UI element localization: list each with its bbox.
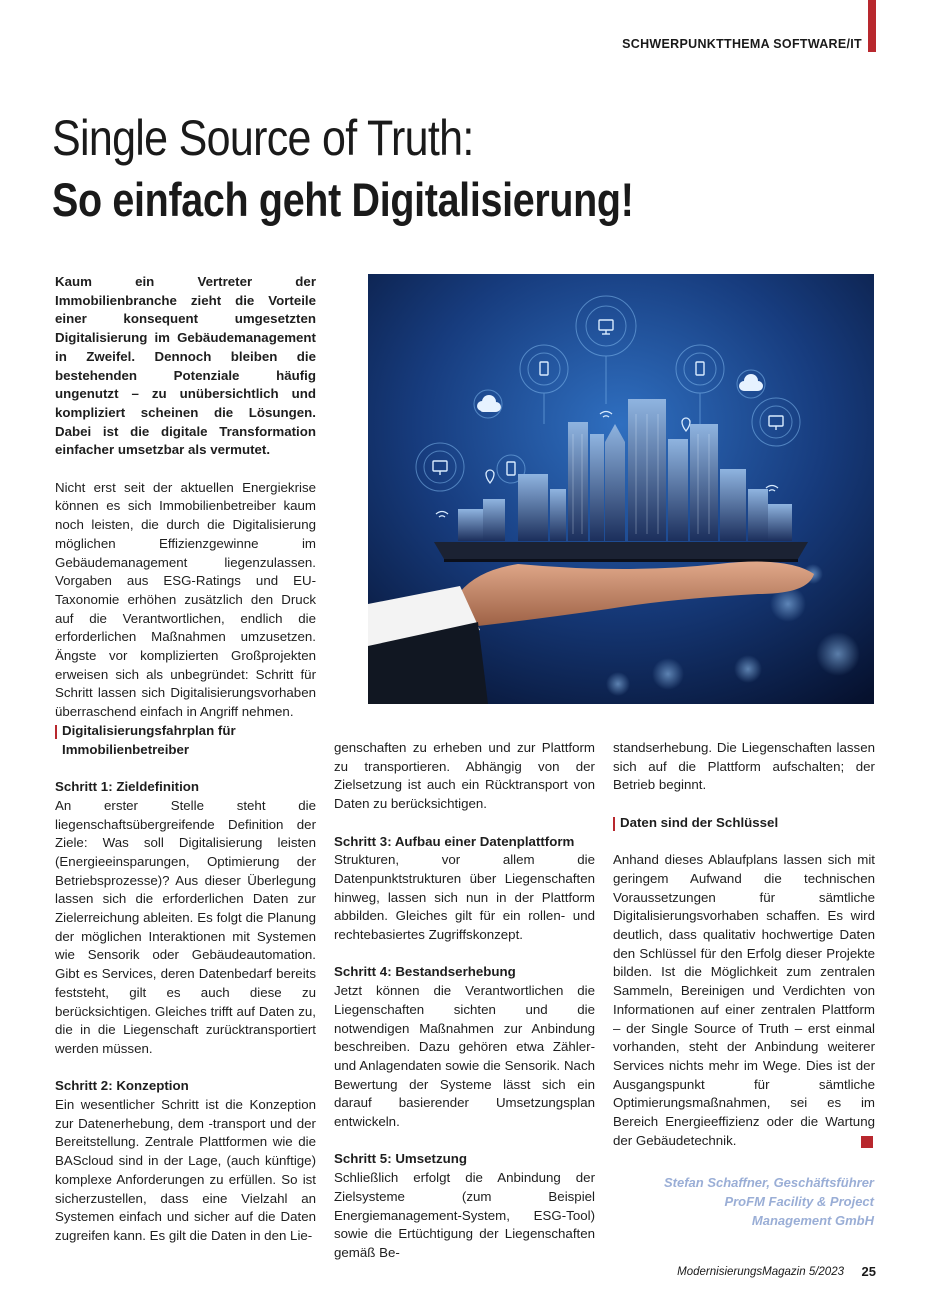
subhead-digitalisierungsfahrplan: Digitalisierungsfahrplan für Immobilienbetreiber [55, 722, 316, 759]
subhead-daten-schluessel: Daten sind der Schlüssel [613, 814, 875, 833]
footer-magazine: ModernisierungsMagazin 5/2023 [677, 1266, 844, 1278]
step-5-text: Schließlich erfolgt die Anbindung der Zielsysteme (zum Beispiel Energiemanagement-System, ESG-Tool) sowie die Ertüchtigung der Liegenschaften gemäß Be- [334, 1170, 595, 1260]
page-number: 25 [861, 1264, 876, 1279]
author-line-1: Stefan Schaffner, Geschäftsführer [664, 1175, 874, 1190]
col3-continuation: standserhebung. Die Liegenschaften lassen sich auf die Plattform aufschalten; der Betrieb beginnt. [613, 740, 875, 793]
column-2 [334, 739, 595, 1281]
step-4-text: Jetzt können die Verantwortlichen die Liegenschaften sichten und die notwendigen Maßnahmen zur Anbindung beschreiben. Dazu gehören etwa Zähler- und Anlagendaten sowie die Sensorik. Nach Bewertung der Systeme lässt sich ein darauf basierender Umsetzungsplan entwickeln. [334, 983, 595, 1130]
step-3-title: Schritt 3: Aufbau einer Datenplattform [334, 833, 575, 849]
col3-text: Anhand dieses Ablaufplans lassen sich mit geringem Aufwand die technischen Voraussetzungen für sämtliche Digitalisierungsvorhaben schaffen. Es wird deutlich, dass qualitativ hochwertige Daten den Schlüssel für den Erfolg dieser Projekte bilden. Ist die Möglichkeit zum zentralen Sammeln, Bereinigen und Verdichten von Informationen auf einer zentralen Plattform – der Single Source of Truth – erst einmal vorhanden, steht der Anbindung weiterer Services nichts mehr im Wege. Dies ist der Ausgangspunkt für sämtliche Optimierungsmaßnahmen, sei es im Bereich Energieeffizienz oder die Wartung der Gebäudetechnik. [613, 852, 875, 1148]
step-2-title: Schritt 2: Konzeption [55, 1078, 189, 1094]
end-mark [861, 1136, 873, 1148]
step-1-text: An erster Stelle steht die liegenschaftsübergreifende Definition der Ziele: Was soll Digitalisierung leisten (Energieeinsparungen, Optimierung der Betriebsprozesse)? Aus dieser Überlegung lassen sich die erforderlichen Daten zur Zielerreichung ableiten. Es folgt die Planung der möglichen Interaktionen mit Systemen wie Sensorik oder Gebäudeautomation. Gibt es Services, deren Datenbedarf bereits feststeht, gilt es auch diese zu berücksichtigen. Gleiches trifft auf Daten zu, die in die Liegenschaft zurücktransportiert werden müssen. [55, 797, 316, 1056]
intro-block [55, 273, 316, 722]
step-4-title: Schritt 4: Bestandserhebung [334, 964, 516, 980]
step-2-text: Ein wesentlicher Schritt ist die Konzeption zur Datenerhebung, dem -transport und der Bereitstellung. Zentrale Plattformen wie die BAScloud sind in der Lage, (auch künftige) komplexe Anforderungen zu erfüllen. So ist sicherzustellen, dass eine Vielzahl an Systemen einfach und sicher auf die Daten zugreifen kann. Es gilt die Daten in den Lie- [55, 1097, 316, 1243]
author-line-2: ProFM Facility & Project [724, 1194, 874, 1209]
author-line-3: Management GmbH [751, 1213, 874, 1228]
hero-image [368, 274, 874, 704]
header-accent-bar [868, 0, 876, 52]
column-1 [55, 722, 316, 1264]
title-line-1: Single Source of Truth: [52, 110, 474, 166]
author-block [594, 1173, 874, 1230]
column-3 [613, 739, 875, 1169]
step-3-text: Strukturen, vor allem die Datenpunktstrukturen über Liegenschaften hinweg, lassen sich nun in der Plattform abbilden. Gleiches gilt für ein rollen- und rechtebasiertes Zugriffskonzept. [334, 852, 595, 943]
intro-body: Nicht erst seit der aktuellen Energiekrise können es sich Immobilienbetreiber kaum noch leisten, die durch die Digitalisierung möglichen Effizienzgewinne im Gebäudemanagement liegenzulassen. Vorgaben aus ESG-Ratings und EU-Taxonomie erhöhen zusätzlich den Druck auf die Verantwortlichen, endlich die erforderlichen Maßnahmen umzusetzen. Ängste vor komplizierten Großprojekten erweisen sich als unbegründet: Schritt für Schritt lassen sich Digitalisierungsvorhaben überraschend einfach in Angriff nehmen. [55, 479, 316, 720]
step-1-title: Schritt 1: Zieldefinition [55, 779, 200, 795]
col2-continuation: genschaften zu erheben und zur Plattform zu transportieren. Abhängig von der Zielsetzung ist auch ein Rücktransport von Daten zu berücksichtigen. [334, 740, 595, 812]
step-5-title: Schritt 5: Umsetzung [334, 1151, 467, 1167]
section-label: SCHWERPUNKTTHEMA SOFTWARE/IT [622, 37, 862, 51]
title-line-2: So einfach geht Digitalisierung! [52, 173, 634, 226]
intro-lead: Kaum ein Vertreter der Immobilienbranche zieht die Vorteile einer konsequent umgesetzten Digitalisierung im Gebäudemanagement in Zweifel. Dennoch bleiben die bestehenden Potenziale häufig ungenutzt – zu unübersichtlich und kompliziert scheinen die Lösungen. Dabei ist die digitale Transformation einfacher umsetzbar als vermutet. [55, 274, 316, 458]
